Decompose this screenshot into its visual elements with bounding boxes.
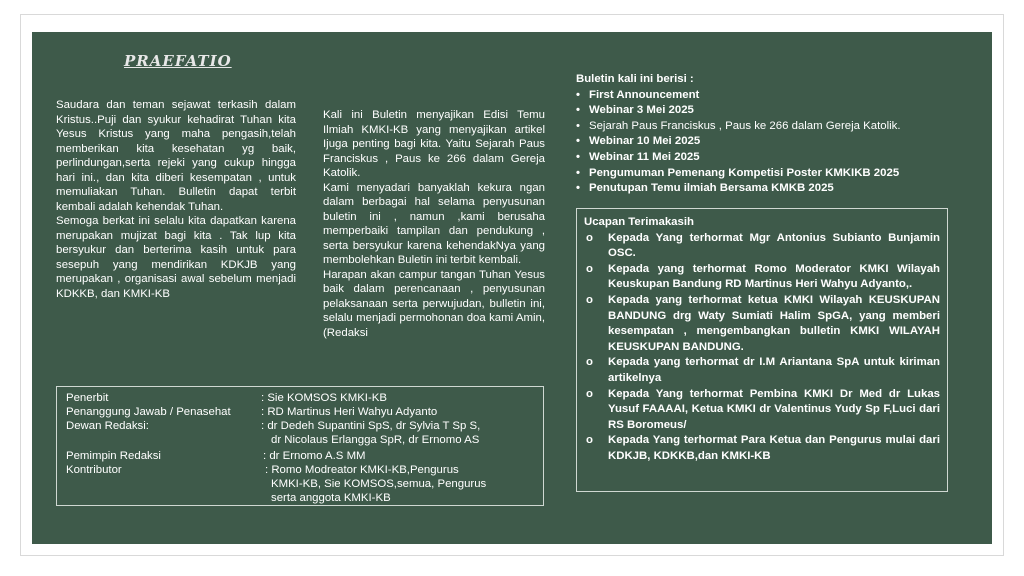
credit-value: : Romo Modreator KMKI-KB,Pengurus xyxy=(265,464,459,476)
contents-item: • Webinar 3 Mei 2025 xyxy=(576,103,976,119)
credit-label: Pemimpin Redaksi xyxy=(66,450,161,462)
preface-column-left xyxy=(56,98,296,301)
acknowledgement-item xyxy=(584,231,940,262)
credit-value: KMKI-KB, Sie KOMSOS,semua, Pengurus xyxy=(271,478,487,490)
circle-bullet-icon: o xyxy=(586,387,593,400)
credit-value: serta anggota KMKI-KB xyxy=(271,492,391,504)
acknowledgement-text: Kepada Yang terhormat Para Ketua dan Pengurus mulai dari KDKJB, KDKKB,dan KMKI-KB xyxy=(608,434,940,462)
circle-bullet-icon: o xyxy=(586,262,593,275)
contents-items xyxy=(576,88,976,197)
credit-value: : Sie KOMSOS KMKI-KB xyxy=(261,392,387,404)
contents-item: • Sejarah Paus Franciskus , Paus ke 266 dalam Gereja Katolik. xyxy=(576,119,976,135)
acknowledgement-item xyxy=(584,293,940,355)
acknowledgement-text: Kepada yang terhormat Romo Moderator KMKI Wilayah Keuskupan Bandung RD Martinus Heri Wahyu Adyanto,. xyxy=(608,262,940,291)
acknowledgements-items xyxy=(584,231,940,465)
acknowledgements-heading: Ucapan Terimakasih xyxy=(584,216,694,228)
credit-value: : dr Ernomo A.S MM xyxy=(263,450,366,462)
acknowledgements-box xyxy=(576,208,948,492)
credit-value: dr Nicolaus Erlangga SpR, dr Ernomo AS xyxy=(271,434,480,446)
acknowledgement-text: Kepada Yang terhormat Pembina KMKI Dr Med dr Lukas Yusuf FAAAAI, Ketua KMKI dr Valentinus Yudy Sp F,Luci dari RS Boromeus/ xyxy=(608,387,940,431)
credit-label: Penerbit xyxy=(66,392,109,404)
acknowledgement-item xyxy=(584,433,940,464)
credit-label: Penanggung Jawab / Penasehat xyxy=(66,406,231,418)
acknowledgement-text: Kepada yang terhormat dr I.M Ariantana SpA untuk kiriman artikelnya xyxy=(608,356,940,384)
contents-item: • Webinar 10 Mei 2025 xyxy=(576,134,976,150)
acknowledgement-item xyxy=(584,355,940,386)
preface-paragraph: Harapan akan campur tangan Tuhan Yesus baik dalam perencanaan , penyusunan pelaksanaan serta perwujudan, bulletin ini, selalu menjadi permohonan doa kami Amin, (Redaksi xyxy=(323,268,545,339)
preface-paragraph: Saudara dan teman sejawat terkasih dalam Kristus..Puji dan syukur kehadirat Tuhan kita Yesus Kristus yang maha pengasih,telah memberikan kita kesehatan yg baik, perlindungan,serta rejeki yang cukup hingga hari ini., dan kita diberi kesempatan , untuk memuliakan Tuhan. Bulletin dapat terbit kembali adalah kehendak Tuhan. xyxy=(56,99,296,213)
preface-paragraph: Kami menyadari banyaklah kekura ngan dalam berbagai hal selama penyusunan buletin ini , namun ,kami berusaha memperbaiki tampilan dan pendukung , serta bersyukur karena kehendakNya yang membolehkan Buletin ini terbit kembali. xyxy=(323,181,545,266)
credit-label: Kontributor xyxy=(66,464,122,476)
newsletter-board xyxy=(32,32,992,544)
circle-bullet-icon: o xyxy=(586,231,593,244)
preface-paragraph: Kali ini Buletin menyajikan Edisi Temu Ilmiah KMKI-KB yang menyajikan artikel Ijuga penting bagi kita. Yaitu Sejarah Paus Franciskus , Paus ke 266 dalam Gereja Katolik. xyxy=(323,109,545,179)
page-title: PRAEFATIO xyxy=(124,52,232,70)
credit-value: : dr Dedeh Supantini SpS, dr Sylvia T Sp S, xyxy=(261,420,481,432)
acknowledgement-text: Kepada yang terhormat ketua KMKI Wilayah KEUSKUPAN BANDUNG drg Waty Sumiati Halim SpGA, yang memberi kesempatan , mengembangkan bulletin KMKI WILAYAH KEUSKUPAN BANDUNG. xyxy=(608,293,940,353)
preface-column-right xyxy=(323,108,545,340)
contents-item: • Webinar 11 Mei 2025 xyxy=(576,150,976,166)
contents-item: • Pengumuman Pemenang Kompetisi Poster KMKIKB 2025 xyxy=(576,166,976,182)
acknowledgement-item xyxy=(584,387,940,434)
contents-item: • First Announcement xyxy=(576,88,976,104)
contents-heading: Buletin kali ini berisi : xyxy=(576,73,694,85)
preface-paragraph: Semoga berkat ini selalu kita dapatkan karena merupakan mujizat bagi kita . Tak lup kita bersyukur dan berterima kasih untuk para sesepuh yang mendirikan KDKJB yang merupakan , organisasi awal sebelum menjadi KDKKB, dan KMKI-KB xyxy=(56,215,296,300)
circle-bullet-icon: o xyxy=(586,293,593,306)
contents-list xyxy=(576,72,976,197)
contents-item: • Penutupan Temu ilmiah Bersama KMKB 2025 xyxy=(576,181,976,197)
circle-bullet-icon: o xyxy=(586,356,593,369)
editorial-credits-box xyxy=(56,386,544,506)
circle-bullet-icon: o xyxy=(586,434,593,447)
acknowledgement-text: Kepada Yang terhormat Mgr Antonius Subianto Bunjamin OSC. xyxy=(608,231,940,260)
acknowledgement-item xyxy=(584,262,940,293)
credit-label: Dewan Redaksi: xyxy=(66,420,149,432)
credit-value: : RD Martinus Heri Wahyu Adyanto xyxy=(261,406,438,418)
